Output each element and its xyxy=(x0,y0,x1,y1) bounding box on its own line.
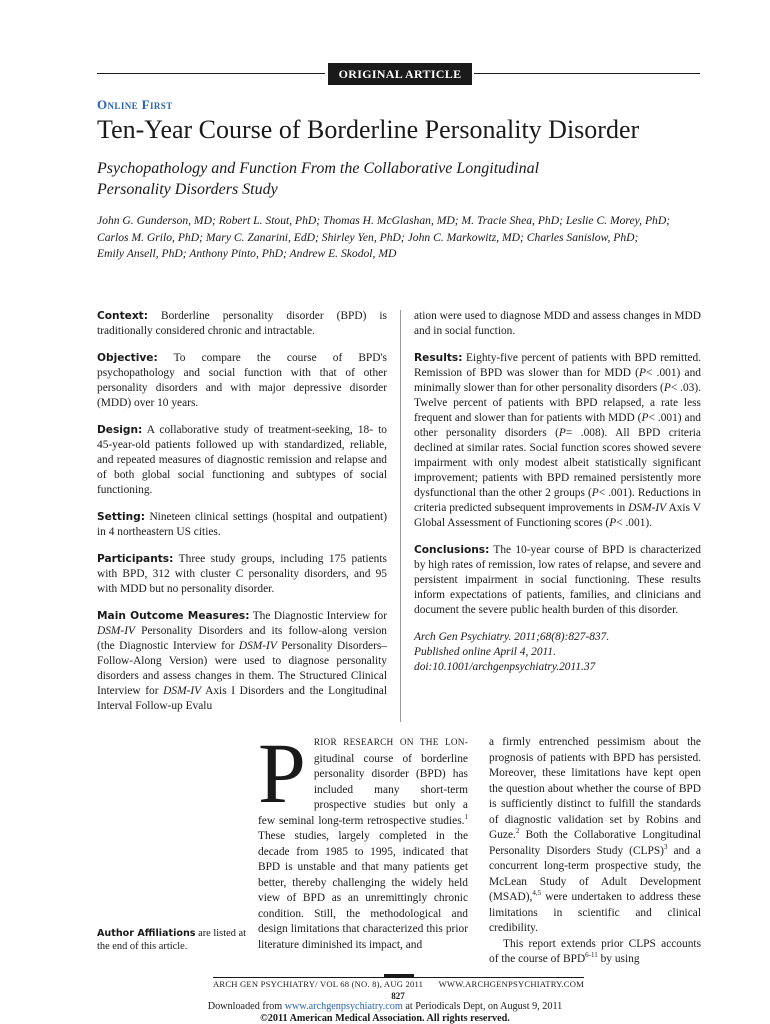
abstract-conclusions: Conclusions: The 10-year course of BPD is characterized by high rates of remission, low rates of relapse, and severe and persistent impairment in social functioning. These results inform expectations of patients, families, and clinicians and document the severe public health burden of this disorder. xyxy=(414,544,701,616)
results-label: Results: xyxy=(414,352,463,364)
page-number: 827 xyxy=(391,991,405,1001)
citation-line: doi:10.1001/archgenpsychiatry.2011.37 xyxy=(414,661,596,673)
abstract-participants: Participants: Three study groups, including 175 patients with BPD, 312 with cluster C personality disorders, and 95 with MDD but no personality disorder. xyxy=(97,553,387,595)
body-paragraph: a firmly entrenched pessimism about the prognosis of patients with BPD has persisted. Moreover, these limitations have kept open the question about whether the course of BPD is sufficiently distinct to fulfill the standards of diagnostic validation set by Robins and Guze.$^2$ Both the Collaborative Longitudinal Personality Disorders Study (CLPS)$^3$ and a concurrent long-term prospective study, the McLean Study of Adult Development (MSAD),$^{4,5}$ were undertaken to address these limitations in scientific and clinical credibility. xyxy=(489,736,701,934)
abstract-setting: Setting: Nineteen clinical settings (hospital and outpatient) in 4 northeastern US cities. xyxy=(97,511,387,538)
author-line: John G. Gunderson, MD; Robert L. Stout, PhD; Thomas H. McGlashan, MD; M. Tracie Shea, PhD; Leslie C. Morey, PhD; xyxy=(97,214,671,227)
citation-line: Published online April 4, 2011. xyxy=(414,646,556,658)
setting-label: Setting: xyxy=(97,511,145,523)
subtitle-line: Psychopathology and Function From the Collaborative Longitudinal xyxy=(97,160,540,177)
body-column-1 xyxy=(258,725,468,953)
author-line: Carlos M. Grilo, PhD; Mary C. Zanarini, EdD; Shirley Yen, PhD; John C. Markowitz, MD; Charles Sanislow, PhD; xyxy=(97,230,639,244)
author-list xyxy=(97,213,717,263)
article-title: Ten-Year Course of Borderline Personality Disorder xyxy=(97,115,640,144)
abstract-right-column xyxy=(414,309,701,675)
abstract-context: Context: Borderline personality disorder (BPD) is traditionally considered chronic and intractable. xyxy=(97,310,387,337)
header-rule-right xyxy=(474,73,700,74)
design-label: Design: xyxy=(97,424,143,436)
abstract-objective: Objective: To compare the course of BPD's psychopathology and social function with that of other personality disorders and with major depressive disorder (MDD) over 10 years. xyxy=(97,352,387,409)
citation-block xyxy=(414,630,701,675)
body-paragraph: This report extends prior CLPS accounts of the course of BPD$^{6-11}$ by using xyxy=(489,937,701,965)
journal-reference: ARCH GEN PSYCHIATRY/ VOL 68 (NO. 8), AUG 2011 xyxy=(213,979,424,989)
lead-in-caps: RIOR RESEARCH ON THE LON- xyxy=(313,738,468,748)
abstract-measures-continued: ation were used to diagnose MDD and assess changes in MDD and in social function. xyxy=(414,310,701,337)
download-link[interactable]: www.archgenpsychiatry.com xyxy=(284,1001,403,1012)
measures-label: Main Outcome Measures: xyxy=(97,610,250,622)
online-first-label: Online First xyxy=(97,97,173,112)
objective-label: Objective: xyxy=(97,352,158,364)
header-rule-left xyxy=(97,73,325,74)
footer-center-mark xyxy=(384,974,414,978)
abstract-measures: Main Outcome Measures: The Diagnostic Interview for DSM-IV Personality Disorders and its follow-along version (the Diagnostic Interview for DSM-IV Personality Disorders–Follow-Along Version) were used to diagnose personality disorders and assess changes in them. The Structured Clinical Interview for DSM-IV Axis I Disorders and the Longitudinal Interval Follow-up Evalu xyxy=(97,610,387,712)
participants-label: Participants: xyxy=(97,553,174,565)
citation-line: Arch Gen Psychiatry. 2011;68(8):827-837. xyxy=(414,631,610,643)
section-banner: ORIGINAL ARTICLE xyxy=(328,63,472,85)
body-column-2 xyxy=(489,735,701,968)
conclusions-label: Conclusions: xyxy=(414,544,490,556)
author-affiliations-note: Author Affiliations are listed at the end of this article. xyxy=(97,928,247,952)
affiliations-label: Author Affiliations xyxy=(97,928,196,939)
abstract-design: Design: A collaborative study of treatment-seeking, 18- to 45-year-old patients followed up with standardized, reliable, and repeated measures of diagnostic remission and relapse and of both global social functioning and subtypes of social functioning. xyxy=(97,424,387,496)
download-notice: Downloaded from www.archgenpsychiatry.com at Periodicals Dept, on August 9, 2011 xyxy=(207,1001,563,1012)
journal-website[interactable]: WWW.ARCHGENPSYCHIATRY.COM xyxy=(438,979,584,989)
copyright-notice: ©2011 American Medical Association. All rights reserved. xyxy=(260,1013,510,1024)
author-line: Emily Ansell, PhD; Anthony Pinto, PhD; Andrew E. Skodol, MD xyxy=(97,247,397,260)
drop-cap: P xyxy=(258,725,306,821)
abstract-column-divider xyxy=(400,310,401,722)
body-paragraph: RIOR RESEARCH ON THE LON- gitudinal course of borderline personality disorder (BPD) has included many short-term prospective studies but only a few seminal long-term retrospective studies.$^1$ These studies, largely completed in the decade from 1985 to 1995, indicated that BPD is unstable and that many patients get better, thereby challenging the widely held view of BPD as an unremittingly chronic condition. Still, the methodological and design limitations that characterized this prior literature diminished its impact, and xyxy=(258,738,468,951)
context-label: Context: xyxy=(97,310,148,322)
subtitle-line: Personality Disorders Study xyxy=(97,181,278,198)
abstract-results: Results: Eighty-five percent of patients with BPD remitted. Remission of BPD was slower than for MDD (P< .001) and minimally slower than for other personality disorders (P< .03). Twelve percent of patients with BPD relapsed, a rate less frequent and slower than for patients with MDD (P< .001) and other personality disorders (P= .008). All BPD criteria declined at similar rates. Social function scores showed severe impairment with only modest albeit statistically significant improvement; patients with BPD remained persistently more dysfunctional than the other 2 groups (P< .001). Reductions in criteria predicted subsequent improvements in DSM-IV Axis V Global Assessment of Functioning scores (P< .001). xyxy=(414,352,702,529)
article-subtitle xyxy=(97,158,657,200)
abstract-left-column xyxy=(97,309,387,726)
